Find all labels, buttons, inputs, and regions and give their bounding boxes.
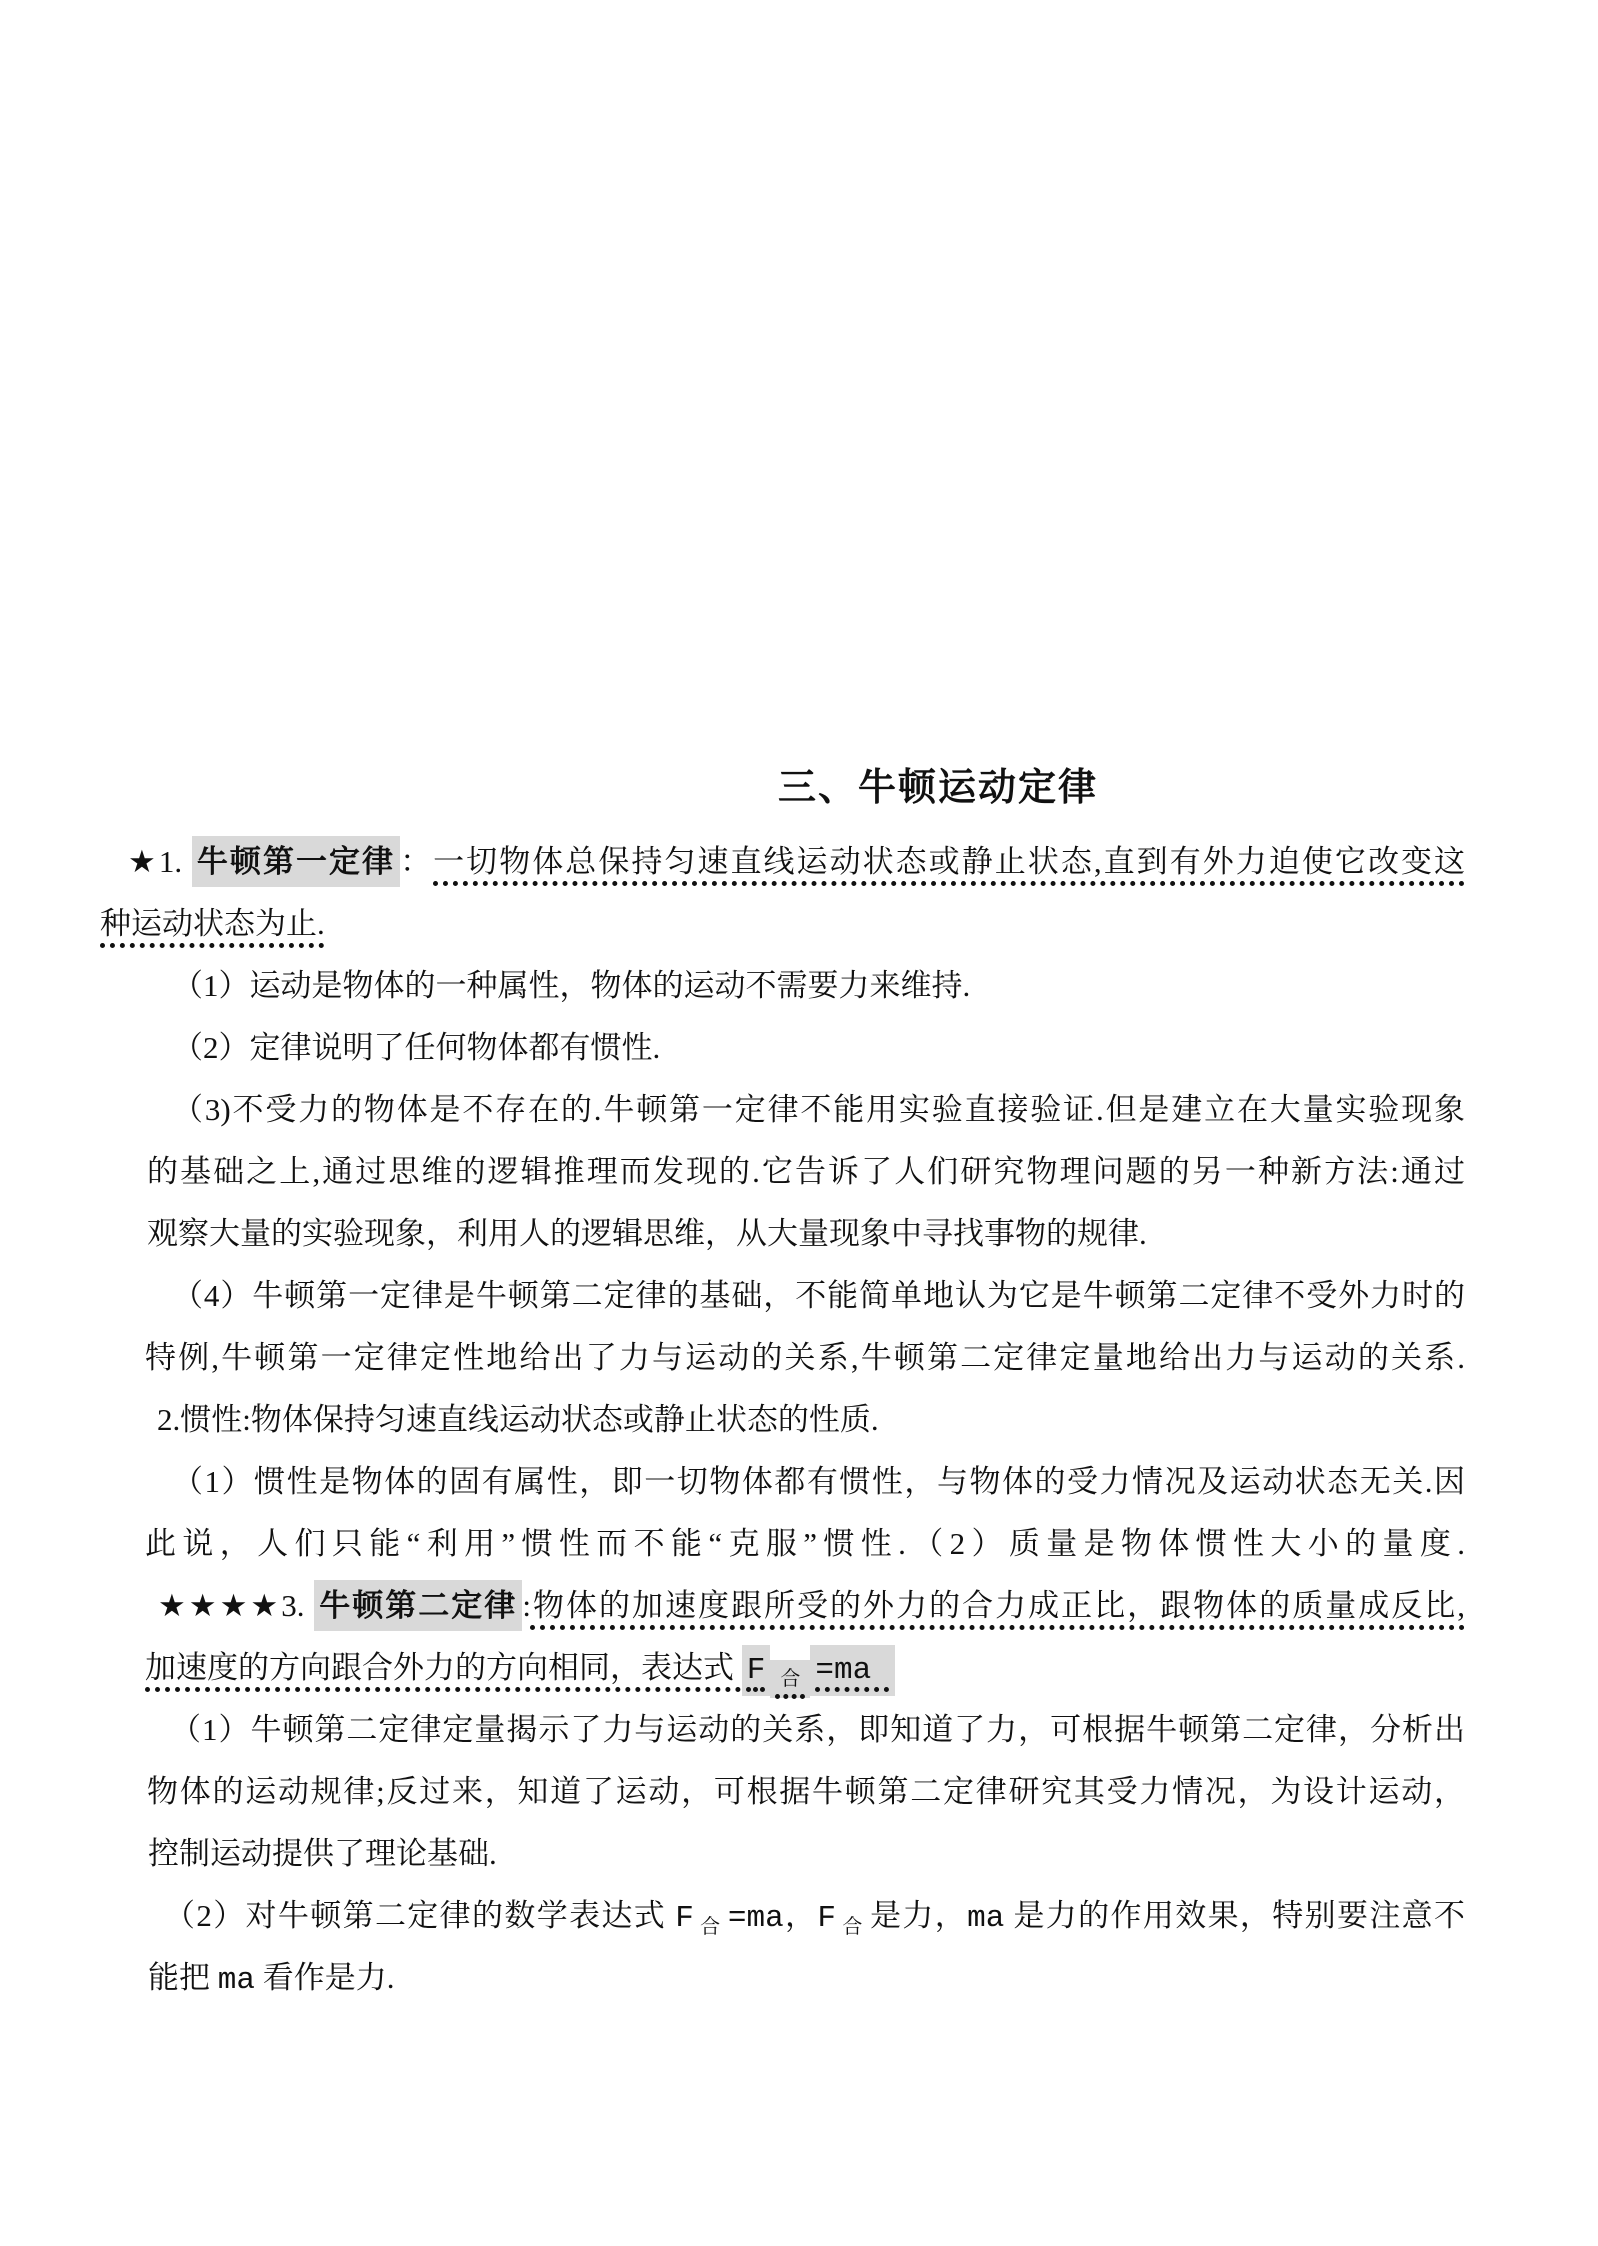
- importance-stars: ★★★★: [158, 1588, 282, 1624]
- text-line: [100, 1451, 1465, 1513]
- text-segment: 是力的作用效果，特别要注意不: [1004, 1898, 1466, 1933]
- text-line: [100, 1141, 1465, 1203]
- text-segment: 加速度的方向跟合外力的方向相同，表达式: [145, 1650, 742, 1685]
- text-line: [100, 1017, 1465, 1079]
- text-segment: ma: [217, 1963, 255, 1998]
- text-segment: =ma: [727, 1901, 784, 1936]
- document-body: [100, 831, 1465, 2009]
- text-segment: 观察大量的实验现象，利用人的逻辑思维，从大量现象中寻找事物的规律.: [147, 1216, 1147, 1251]
- text-segment: （1）运动是物体的一种属性，物体的运动不需要力来维持.: [172, 968, 971, 1003]
- text-segment: ma: [967, 1901, 1005, 1936]
- text-line: [100, 1947, 1465, 2009]
- text-line: [100, 1637, 1465, 1699]
- text-segment: ，: [783, 1898, 818, 1933]
- text-segment: 一切物体总保持匀速直线运动状态或静止状态,直到有外力迫使它改变这: [433, 844, 1466, 879]
- text-line: [100, 1699, 1465, 1761]
- text-line: [100, 1575, 1465, 1637]
- text-segment: （2）定律说明了任何物体都有惯性.: [172, 1030, 661, 1065]
- text-segment: 2.惯性:物体保持匀速直线运动状态或静止状态的性质.: [157, 1402, 879, 1437]
- highlighted-term: =ma: [810, 1645, 894, 1696]
- text-segment: （4）牛顿第一定律是牛顿第二定律的基础，不能简单地认为它是牛顿第二定律不受外力时的: [172, 1278, 1465, 1313]
- text-segment: （2）对牛顿第二定律的数学表达式: [164, 1898, 676, 1933]
- text-segment: （3)不受力的物体是不存在的.牛顿第一定律不能用实验直接验证.但是建立在大量实验现象: [172, 1092, 1465, 1127]
- text-line: [100, 1079, 1465, 1141]
- highlighted-term: 合: [770, 1660, 810, 1698]
- text-segment: F: [675, 1901, 694, 1936]
- text-line: [100, 893, 1465, 955]
- text-segment: 1.: [158, 844, 192, 879]
- text-line: [100, 1513, 1465, 1575]
- text-segment: 合: [836, 1916, 871, 1938]
- importance-stars: ★: [128, 844, 159, 880]
- text-segment: 合: [693, 1916, 728, 1938]
- text-line: [100, 955, 1465, 1017]
- text-line: [100, 1761, 1465, 1823]
- text-line: [100, 831, 1465, 893]
- page-title: 三、牛顿运动定律: [777, 767, 1098, 809]
- text-segment: 能把: [148, 1960, 218, 1995]
- text-line: [100, 1203, 1465, 1265]
- text-segment: 的基础之上,通过思维的逻辑推理而发现的.它告诉了人们研究物理问题的另一种新方法:通过: [147, 1154, 1465, 1189]
- text-segment: 控制运动提供了理论基础.: [148, 1836, 497, 1871]
- text-line: [100, 1327, 1465, 1389]
- text-segment: ：: [400, 844, 434, 879]
- text-segment: 此说，人们只能“利用”惯性而不能“克服”惯性.（2）质量是物体惯性大小的量度.: [145, 1526, 1465, 1561]
- text-segment: 物体的运动规律;反过来，知道了运动，可根据牛顿第二定律研究其受力情况，为设计运动，: [147, 1774, 1465, 1809]
- text-segment: 种运动状态为止.: [100, 906, 325, 941]
- text-line: [100, 1265, 1465, 1327]
- text-segment: :: [522, 1588, 531, 1623]
- text-segment: 3.: [281, 1588, 315, 1623]
- text-line: [100, 1389, 1465, 1451]
- text-segment: （1）惯性是物体的固有属性，即一切物体都有惯性，与物体的受力情况及运动状态无关.因: [172, 1464, 1465, 1499]
- text-line: [100, 1823, 1465, 1885]
- text-line: [100, 1885, 1465, 1947]
- text-segment: 特例,牛顿第一定律定性地给出了力与运动的关系,牛顿第二定律定量地给出力与运动的关系.: [145, 1340, 1465, 1375]
- text-segment: 是力，: [870, 1898, 968, 1933]
- highlighted-term: 牛顿第二定律: [314, 1580, 522, 1631]
- text-segment: （1）牛顿第二定律定量揭示了力与运动的关系，即知道了力，可根据牛顿第二定律，分析出: [170, 1712, 1465, 1747]
- text-segment: F: [817, 1901, 837, 1936]
- highlighted-term: F: [742, 1645, 771, 1696]
- text-segment: 物体的加速度跟所受的外力的合力成正比，跟物体的质量成反比,: [530, 1588, 1466, 1623]
- highlighted-term: 牛顿第一定律: [192, 836, 400, 887]
- text-segment: 看作是力.: [254, 1960, 395, 1995]
